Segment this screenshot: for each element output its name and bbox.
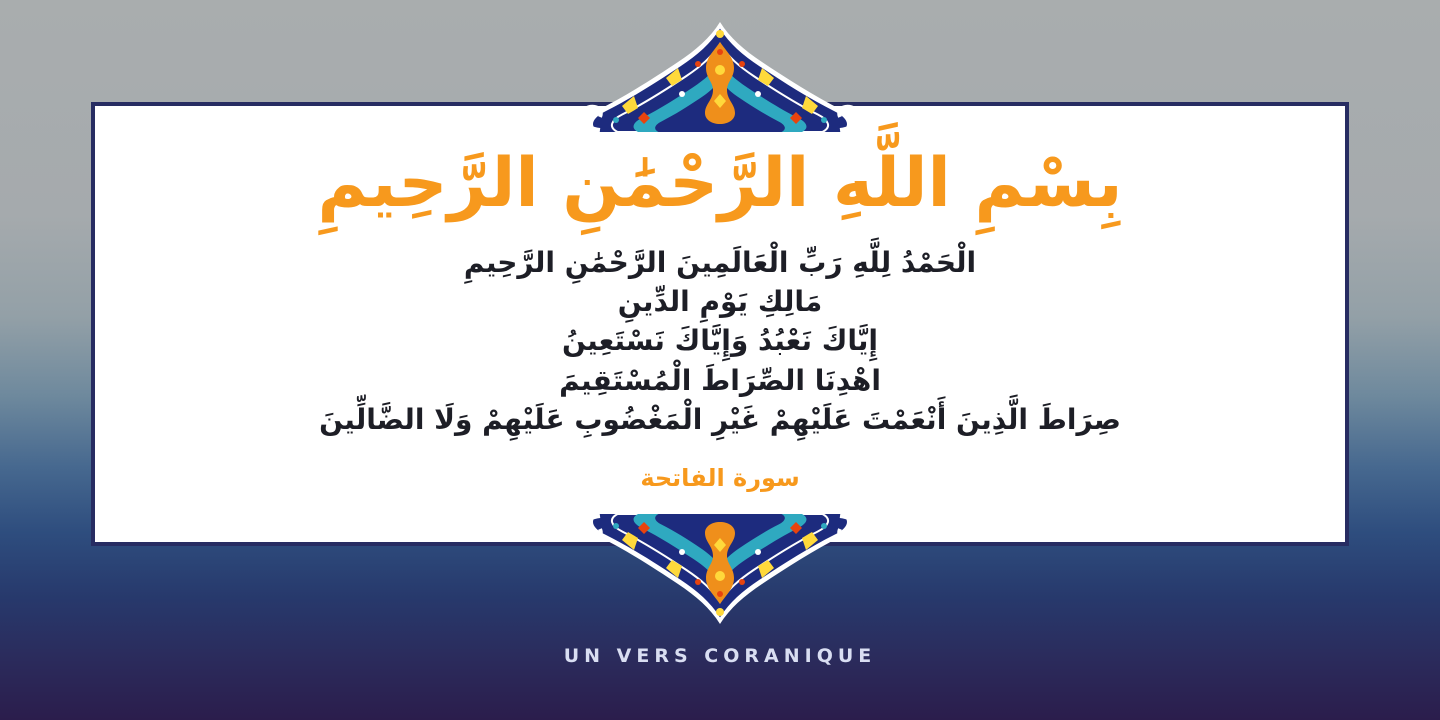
bottom-arabesque-ornament [570, 512, 870, 626]
top-arabesque-ornament [570, 20, 870, 134]
verse-line: إِيَّاكَ نَعْبُدُ وَإِيَّاكَ نَسْتَعِينُ [561, 324, 878, 358]
bismillah-heading: بِسْمِ اللَّهِ الرَّحْمَٰنِ الرَّحِيمِ [317, 144, 1123, 223]
fatiha-verses [0, 243, 1440, 439]
surah-title: سورة الفاتحة [640, 464, 800, 492]
verse-line: صِرَاطَ الَّذِينَ أَنْعَمْتَ عَلَيْهِمْ غَيْرِ الْمَغْضُوبِ عَلَيْهِمْ وَلَا الضَّالِّينَ [319, 402, 1121, 436]
verse-line: اهْدِنَا الصِّرَاطَ الْمُسْتَقِيمَ [559, 363, 881, 397]
verse-line: الْحَمْدُ لِلَّهِ رَبِّ الْعَالَمِينَ الرَّحْمَٰنِ الرَّحِيمِ [463, 246, 977, 279]
verse-line: مَالِكِ يَوْمِ الدِّينِ [617, 285, 823, 319]
footer-caption: UN VERS CORANIQUE [563, 645, 877, 667]
